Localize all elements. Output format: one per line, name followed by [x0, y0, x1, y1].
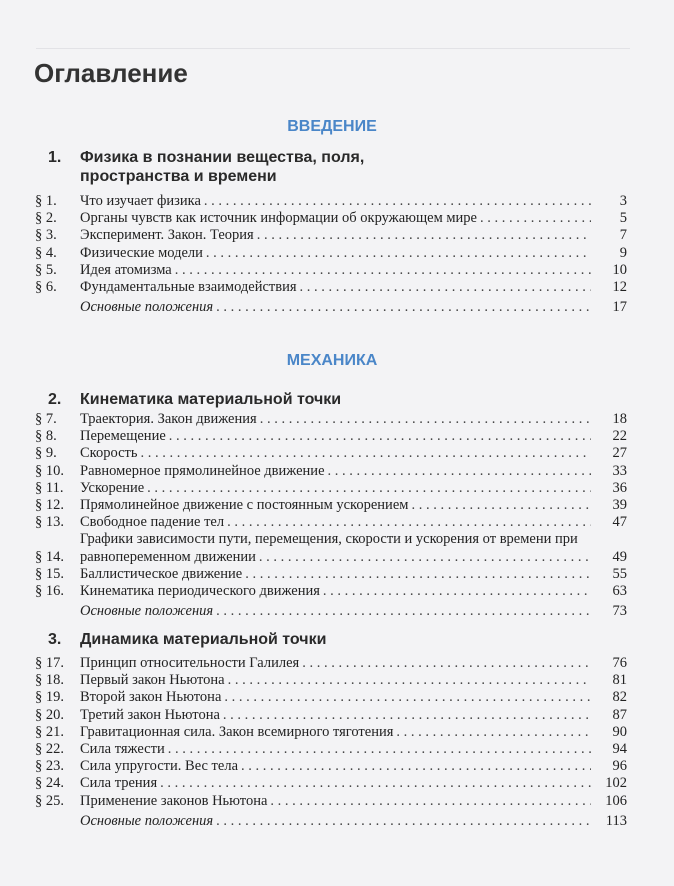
entry-title: Баллистическое движение	[80, 566, 245, 582]
toc-entry	[35, 566, 627, 583]
entry-title: Гравитационная сила. Закон всемирного тяготения	[80, 724, 396, 740]
entry-title-container	[80, 758, 591, 775]
toc-entry	[35, 279, 627, 296]
page-number: 106	[591, 793, 627, 810]
entry-title: Основные положения	[80, 813, 216, 829]
entry-title: Основные положения	[80, 603, 216, 619]
section-number: § 11.	[35, 479, 64, 496]
running-header-bleedthrough	[36, 34, 630, 49]
page-number: 90	[591, 724, 627, 741]
toc-entry	[35, 689, 627, 706]
toc-entry	[35, 793, 627, 810]
toc-entry	[35, 758, 627, 775]
page-number: 39	[591, 497, 627, 514]
page-number: 55	[591, 566, 627, 583]
page-number: 36	[591, 480, 627, 497]
toc-entry	[35, 583, 627, 600]
toc-entry	[35, 724, 627, 741]
page-number: 63	[591, 583, 627, 600]
section-number: § 24.	[35, 775, 64, 792]
entry-title: Принцип относительности Галилея	[80, 655, 302, 671]
entry-title-container	[80, 793, 591, 810]
entry-title-container	[80, 210, 591, 227]
entry-title: Кинематика периодического движения	[80, 583, 323, 599]
page-number: 3	[591, 193, 627, 210]
entry-title: Перемещение	[80, 428, 169, 444]
section-number: § 22.	[35, 741, 64, 758]
entry-title: Первый закон Ньютона	[80, 672, 228, 688]
page-number: 87	[591, 707, 627, 724]
chapter-heading-2	[48, 390, 341, 409]
entry-title-container	[80, 583, 591, 600]
page-number: 12	[591, 279, 627, 296]
page-number: 102	[591, 775, 627, 792]
toc-entry	[35, 193, 627, 210]
page-number: 94	[591, 741, 627, 758]
entry-title-container	[80, 724, 591, 741]
chapter-title-line: Динамика материальной точки	[80, 631, 327, 648]
page-number: 82	[591, 689, 627, 706]
entry-title: Скорость	[80, 445, 140, 461]
toc-entry	[35, 775, 627, 792]
toc-entry	[35, 463, 627, 480]
entry-title-container	[80, 813, 591, 830]
toc-entry	[35, 707, 627, 724]
section-number: § 7.	[35, 411, 57, 427]
entry-title: Идея атомизма	[80, 262, 175, 278]
entry-title-container	[80, 411, 591, 428]
toc-entry	[35, 227, 627, 244]
toc-entry	[35, 655, 627, 672]
section-number: § 16.	[35, 583, 64, 600]
entry-title-container	[80, 566, 591, 583]
entry-title-container	[80, 741, 591, 758]
page-number: 9	[591, 245, 627, 262]
entry-title-container	[80, 193, 591, 210]
page-number: 5	[591, 210, 627, 227]
page-number: 96	[591, 758, 627, 775]
entry-title-container	[80, 655, 591, 672]
entry-title: Что изучает физика	[80, 193, 204, 209]
toc-entry	[35, 672, 627, 689]
section-number: § 17.	[35, 655, 64, 671]
section-number: § 19.	[35, 689, 64, 706]
toc-entry	[35, 480, 627, 497]
part-heading-mechanics: МЕХАНИКА	[286, 352, 378, 369]
toc-entry	[35, 497, 627, 514]
entry-title: Органы чувств как источник информации об окружающем мире	[80, 210, 480, 226]
entry-title-container	[80, 672, 591, 689]
entry-title-container	[80, 603, 591, 620]
page-title: Оглавление	[34, 58, 188, 88]
section-number: § 12.	[35, 497, 64, 514]
section-number: § 10.	[35, 462, 64, 479]
section-number: § 6.	[35, 279, 57, 296]
section-number: § 3.	[35, 227, 57, 244]
chapter-heading-3	[48, 630, 326, 649]
section-number: § 9.	[35, 445, 57, 462]
toc-entry	[35, 428, 627, 445]
toc-entry	[35, 741, 627, 758]
section-number: § 21.	[35, 723, 64, 740]
entry-title: Применение законов Ньютона	[80, 793, 270, 809]
page-number: 73	[591, 603, 627, 620]
toc-entry	[35, 411, 627, 428]
entry-title: Равномерное прямолинейное движение	[80, 463, 328, 479]
entry-title: Свободное падение тел	[80, 514, 227, 530]
page-number: 113	[591, 813, 627, 830]
toc-entry	[35, 531, 627, 565]
entry-title: Сила упругости. Вес тела	[80, 758, 241, 774]
toc-summary-entry	[35, 603, 627, 620]
entry-title-container	[80, 428, 591, 445]
entry-title-container	[80, 514, 591, 531]
chapter-number: 1.	[48, 149, 62, 166]
section-number: § 15.	[35, 565, 64, 582]
toc-summary-entry	[35, 299, 627, 316]
entry-title-container	[80, 299, 591, 316]
chapter-heading-1	[48, 148, 364, 186]
section-number: § 14.	[35, 548, 64, 565]
entry-title: Фундаментальные взаимодействия	[80, 279, 300, 295]
section-number: § 20.	[35, 706, 64, 723]
chapter-title-line: пространства и времени	[80, 168, 277, 185]
entry-title: Прямолинейное движение с постоянным ускорением	[80, 497, 411, 513]
entry-title-container	[80, 227, 591, 244]
toc-list-chapter-1	[35, 193, 627, 316]
page-number: 7	[591, 227, 627, 244]
section-number: § 1.	[35, 193, 57, 209]
page-number: 27	[591, 445, 627, 462]
page-number: 10	[591, 262, 627, 279]
entry-title: Сила трения	[80, 775, 160, 791]
section-number: § 23.	[35, 758, 64, 775]
entry-title: Эксперимент. Закон. Теория	[80, 227, 257, 243]
entry-title-container	[80, 245, 591, 262]
toc-summary-entry	[35, 813, 627, 830]
entry-title-container	[80, 497, 591, 514]
entry-title-container	[80, 531, 591, 565]
entry-title-container	[80, 707, 591, 724]
page-number: 76	[591, 655, 627, 672]
entry-title: Траектория. Закон движения	[80, 411, 260, 427]
toc-entry	[35, 245, 627, 262]
entry-title-container	[80, 262, 591, 279]
toc-entry	[35, 210, 627, 227]
entry-title-container	[80, 445, 591, 462]
section-number: § 25.	[35, 792, 64, 809]
entry-title-container	[80, 279, 591, 296]
toc-entry	[35, 445, 627, 462]
page-number: 81	[591, 672, 627, 689]
toc-entry	[35, 514, 627, 531]
section-number: § 2.	[35, 210, 57, 227]
entry-title-container	[80, 480, 591, 497]
entry-title-container	[80, 463, 591, 480]
entry-title-container	[80, 775, 591, 792]
page-number: 47	[591, 514, 627, 531]
entry-title-container	[80, 689, 591, 706]
section-number: § 4.	[35, 244, 57, 261]
entry-title: Графики зависимости пути, перемещения, скорости и ускорения от времени при равнопеременном движении	[80, 531, 578, 565]
chapter-number: 3.	[48, 631, 62, 648]
chapter-title-line: Физика в познании вещества, поля,	[80, 149, 365, 166]
entry-title: Сила тяжести	[80, 741, 168, 757]
section-number: § 18.	[35, 672, 64, 689]
section-number: § 13.	[35, 514, 64, 531]
page-number: 22	[591, 428, 627, 445]
toc-list-chapter-3	[35, 655, 627, 830]
page-number: 33	[591, 463, 627, 480]
entry-title: Ускорение	[80, 480, 147, 496]
chapter-number: 2.	[48, 391, 62, 408]
page-number: 17	[591, 299, 627, 316]
chapter-title-line: Кинематика материальной точки	[80, 391, 342, 408]
entry-title: Физические модели	[80, 245, 206, 261]
section-number: § 8.	[35, 428, 57, 445]
entry-title: Основные положения	[80, 299, 216, 315]
page-number: 49	[591, 549, 627, 566]
entry-title: Третий закон Ньютона	[80, 707, 223, 723]
toc-list-chapter-2	[35, 411, 627, 620]
part-heading-introduction: ВВЕДЕНИЕ	[287, 118, 377, 135]
entry-title: Второй закон Ньютона	[80, 689, 224, 705]
page-number: 18	[591, 411, 627, 428]
section-number: § 5.	[35, 261, 57, 278]
toc-entry	[35, 262, 627, 279]
